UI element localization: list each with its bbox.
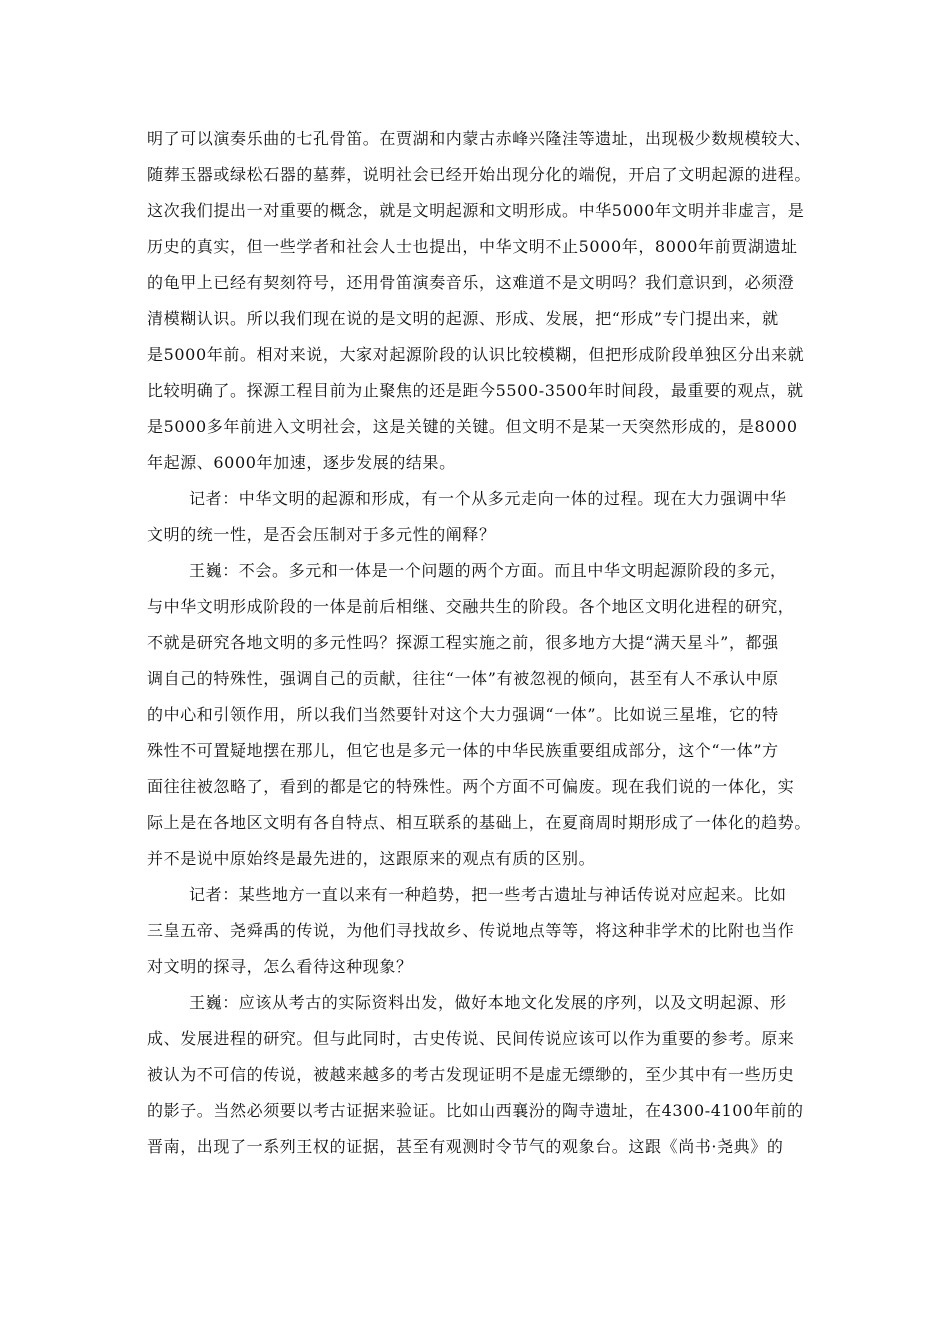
text-line: 清模糊认识。所以我们现在说的是文明的起源、形成、发展，把“形成”专门提出来，就 (147, 309, 779, 328)
text-line: 对文明的探寻，怎么看待这种现象？ (147, 957, 413, 976)
text-line: 并不是说中原始终是最先进的，这跟原来的观点有质的区别。 (147, 849, 596, 868)
text-line: 历史的真实，但一些学者和社会人士也提出，中华文明不止5000年，8000年前贾湖遗址 (147, 237, 798, 256)
text-line: 年起源、6000年加速，逐步发展的结果。 (147, 453, 456, 472)
paragraph-start: 王巍：应该从考古的实际资料出发，做好本地文化发展的序列，以及文明起源、形 (189, 993, 787, 1012)
paragraph-start: 记者：某些地方一直以来有一种趋势，把一些考古遗址与神话传说对应起来。比如 (189, 885, 787, 904)
text-line: 殊性不可置疑地摆在那儿，但它也是多元一体的中华民族重要组成部分，这个“一体”方 (147, 741, 779, 760)
text-line: 文明的统一性，是否会压制对于多元性的阐释？ (147, 525, 496, 544)
text-line: 这次我们提出一对重要的概念，就是文明起源和文明形成。中华5000年文明并非虚言，是 (147, 201, 805, 220)
text-line: 际上是在各地区文明有各自特点、相互联系的基础上，在夏商周时期形成了一体化的趋势。 (147, 813, 812, 832)
text-line: 不就是研究各地文明的多元性吗？探源工程实施之前，很多地方大提“满天星斗”，都强 (147, 633, 779, 652)
text-line: 比较明确了。探源工程目前为止聚焦的还是距今5500-3500年时间段，最重要的观点，就 (147, 381, 804, 400)
paragraph-start: 记者：中华文明的起源和形成，有一个从多元走向一体的过程。现在大力强调中华 (189, 489, 787, 508)
text-line: 面往往被忽略了，看到的都是它的特殊性。两个方面不可偏废。现在我们说的一体化，实 (147, 777, 795, 796)
text-line: 调自己的特殊性，强调自己的贡献，往往“一体”有被忽视的倾向，甚至有人不承认中原 (147, 669, 779, 688)
text-line: 三皇五帝、尧舜禹的传说，为他们寻找故乡、传说地点等等，将这种非学术的比附也当作 (147, 921, 795, 940)
text-line: 晋南，出现了一系列王权的证据，甚至有观测时令节气的观象台。这跟《尚书·尧典》的 (147, 1137, 784, 1156)
text-line: 的影子。当然必须要以考古证据来验证。比如山西襄汾的陶寺遗址，在4300-4100年前的 (147, 1101, 804, 1120)
paragraph-start: 王巍：不会。多元和一体是一个问题的两个方面。而且中华文明起源阶段的多元， (189, 561, 787, 580)
text-line: 与中华文明形成阶段的一体是前后相继、交融共生的阶段。各个地区文明化进程的研究， (147, 597, 795, 616)
text-line: 成、发展进程的研究。但与此同时，古史传说、民间传说应该可以作为重要的参考。原来 (147, 1029, 795, 1048)
text-line: 的中心和引领作用，所以我们当然要针对这个大力强调“一体”。比如说三星堆，它的特 (147, 705, 779, 724)
text-line: 是5000多年前进入文明社会，这是关键的关键。但文明不是某一天突然形成的，是8000 (147, 417, 798, 436)
text-line: 明了可以演奏乐曲的七孔骨笛。在贾湖和内蒙古赤峰兴隆洼等遗址，出现极少数规模较大、 (147, 129, 812, 148)
text-line: 的龟甲上已经有契刻符号，还用骨笛演奏音乐，这难道不是文明吗？我们意识到，必须澄 (147, 273, 795, 292)
text-line: 是5000年前。相对来说，大家对起源阶段的认识比较模糊，但把形成阶段单独区分出来就 (147, 345, 805, 364)
text-line: 随葬玉器或绿松石器的墓葬，说明社会已经开始出现分化的端倪，开启了文明起源的进程。 (147, 165, 812, 184)
text-line: 被认为不可信的传说，被越来越多的考古发现证明不是虚无缥缈的，至少其中有一些历史 (147, 1065, 795, 1084)
